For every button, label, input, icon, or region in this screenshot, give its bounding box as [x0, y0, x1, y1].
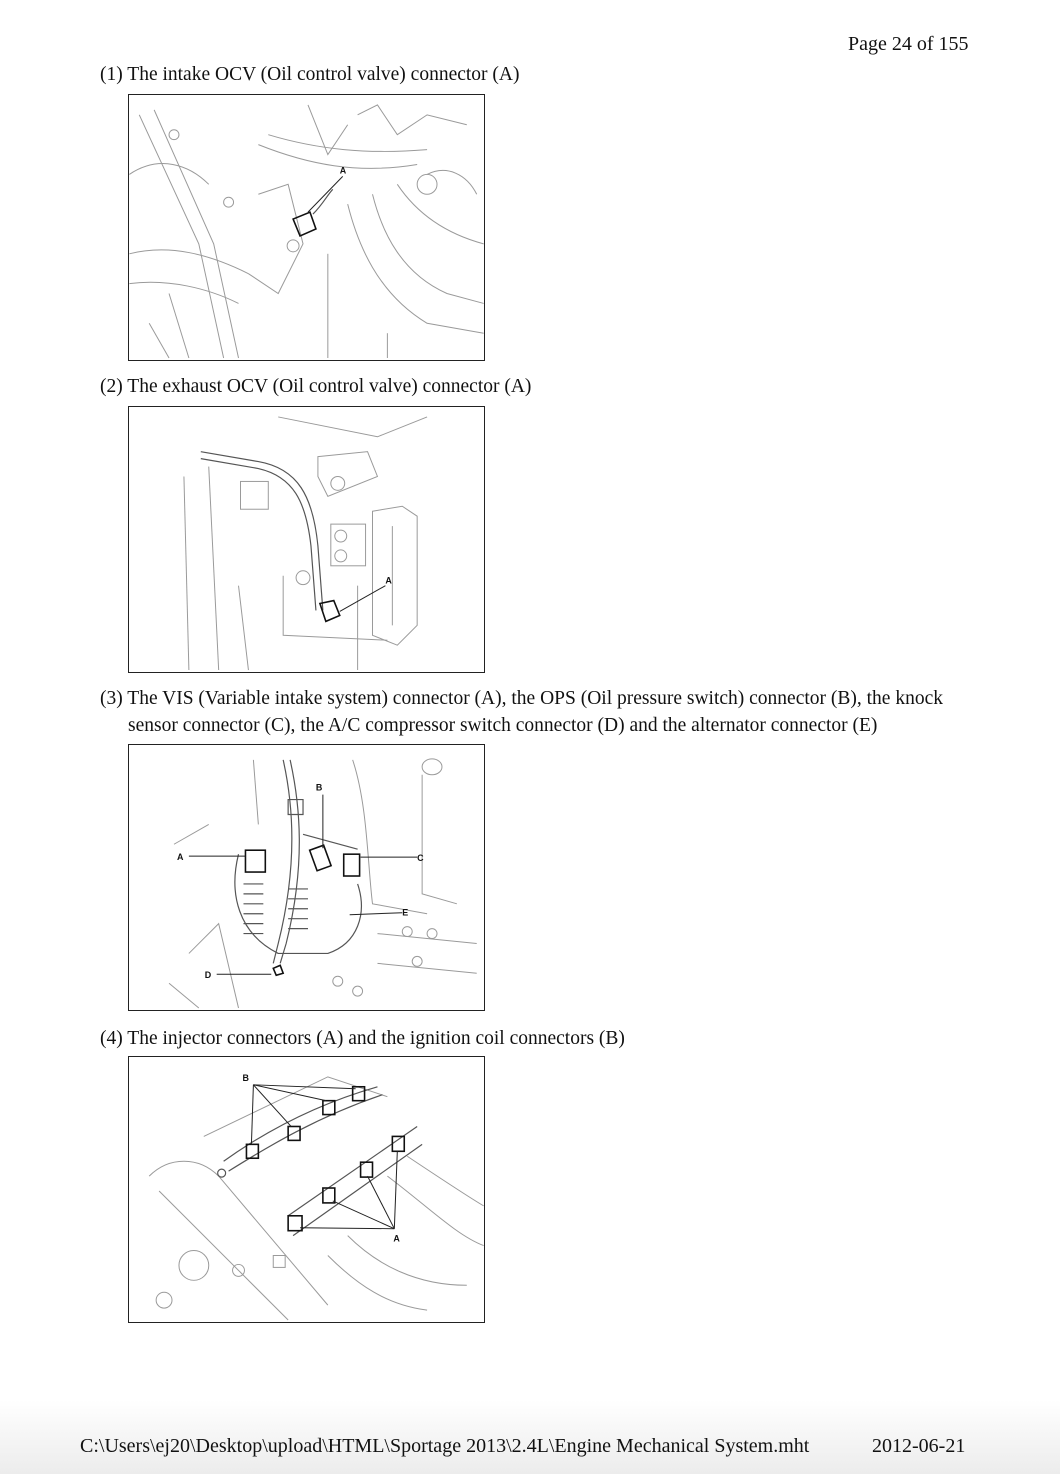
step-text-continued: sensor connector (C), the A/C compressor switch connector (D) and the alternator connector (E): [128, 715, 878, 736]
step-1-caption: [100, 61, 520, 88]
figure-exhaust-ocv: [128, 406, 485, 673]
engine-illustration: [129, 745, 484, 1010]
figure-injector-ignition-coil: [128, 1056, 485, 1323]
engine-illustration: [129, 95, 484, 360]
callout-c: C: [417, 853, 424, 864]
callout-a: A: [176, 852, 184, 863]
callout-a: A: [393, 1233, 400, 1244]
callout-e: E: [402, 907, 409, 918]
engine-illustration: [129, 1057, 484, 1322]
step-text: The injector connectors (A) and the ignition coil connectors (B): [127, 1028, 625, 1049]
callout-b: B: [242, 1072, 249, 1083]
step-4-caption: [100, 1025, 625, 1052]
callout-d: D: [204, 970, 212, 981]
callout-a: A: [385, 575, 392, 586]
step-number: (4): [100, 1028, 123, 1049]
step-text: The exhaust OCV (Oil control valve) connector (A): [127, 376, 532, 397]
engine-illustration: [129, 407, 484, 672]
figure-vis-ops-knock-ac-alternator: [128, 744, 485, 1011]
callout-a: A: [339, 165, 347, 176]
step-2-caption: [100, 373, 531, 400]
callout-b: B: [315, 782, 323, 793]
footer-file-path: C:\Users\ej20\Desktop\upload\HTML\Sportage 2013\2.4L\Engine Mechanical System.mht: [80, 1435, 810, 1457]
step-number: (2): [100, 376, 123, 397]
step-number: (3): [100, 688, 123, 709]
footer-date: 2012-06-21: [872, 1435, 966, 1457]
step-number: (1): [100, 64, 123, 85]
step-text: The intake OCV (Oil control valve) connector (A): [127, 64, 520, 85]
figure-intake-ocv: [128, 94, 485, 361]
page-indicator: Page 24 of 155: [848, 33, 969, 55]
step-text: The VIS (Variable intake system) connector (A), the OPS (Oil pressure switch) connector (B), the knock: [127, 688, 943, 709]
step-3-caption: [100, 685, 943, 739]
